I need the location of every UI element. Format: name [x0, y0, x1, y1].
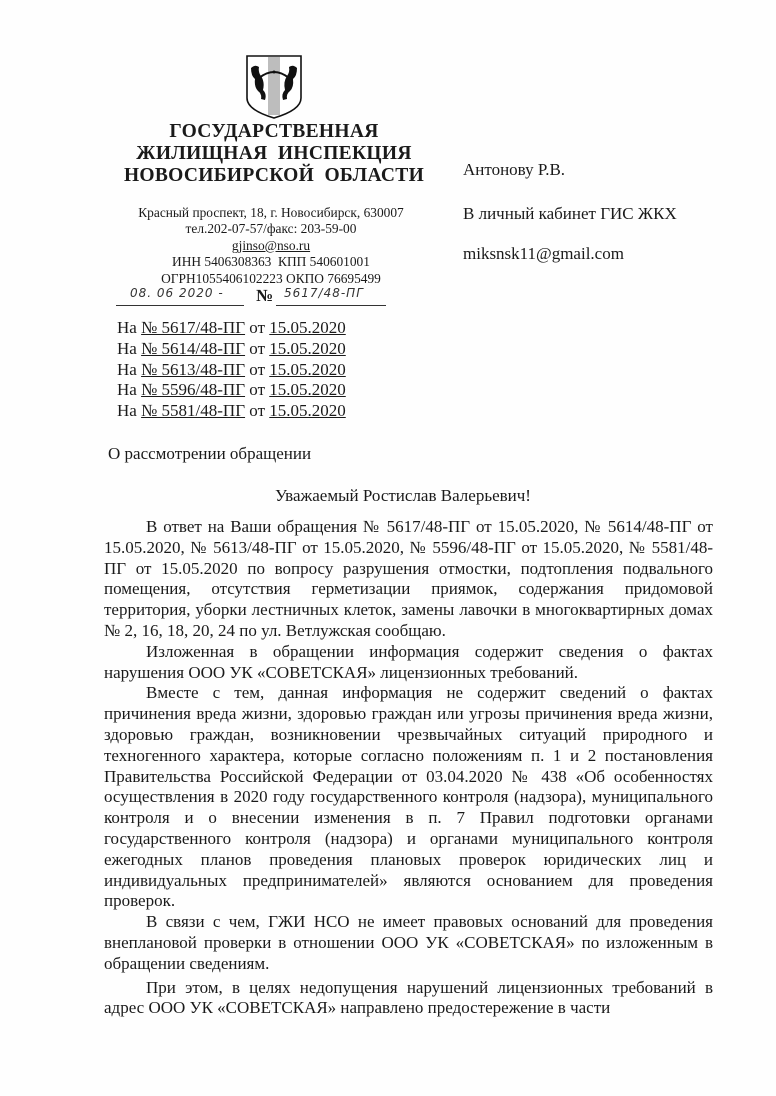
reference-date: 15.05.2020 [269, 338, 346, 358]
organization-email-link[interactable]: gjinso@nso.ru [231, 237, 311, 253]
reference-number: № 5596/48-ПГ [141, 380, 246, 400]
reference-item: На № 5614/48-ПГ от 15.05.2020 [117, 338, 346, 358]
reference-date: 15.05.2020 [269, 318, 346, 337]
reference-number: № 5581/48-ПГ [141, 401, 246, 421]
registration-number: 5617/48-ПГ [276, 286, 386, 306]
registration-date: 08. 06 2020 - [116, 286, 244, 306]
org-name-line-1: ГОСУДАРСТВЕННАЯ [169, 121, 379, 142]
ogrn-okpo: ОГРН1055406102223 ОКПО 76695499 [161, 270, 381, 286]
reference-date: 15.05.2020 [269, 380, 346, 400]
inn-kpp: ИНН 5406308363 КПП 540601001 [172, 254, 370, 270]
reference-item: На № 5617/48-ПГ от 15.05.2020 [117, 318, 346, 337]
org-name-line-3: НОВОСИБИРСКОЙ ОБЛАСТИ [123, 165, 425, 186]
body-paragraph: В ответ на Ваши обращения № 5617/48-ПГ от 15.05.2020, № 5614/48-ПГ от 15.05.2020, № 5613/48-ПГ от 15.05.2020, № 5596/48-ПГ от 15.05.2020, № 5581/48-ПГ от 15.05.2020 по вопросу разрушения отмостки, подтопления подвального помещения, отсутствия герметизации приямок, содержания придомовой территория, уборки лестничных клеток, замены лавочки в многоквартирных домах № 2, 16, 18, 20, 24 по ул. Ветлужская сообщаю. [104, 517, 713, 640]
body-paragraph: В связи с чем, ГЖИ НСО не имеет правовых оснований для проведения внеплановой проверки в отношении ООО УК «СОВЕТСКАЯ» по изложенным в обращении сведениям. [104, 912, 713, 973]
reference-date: 15.05.2020 [269, 359, 346, 379]
reference-item: На № 5596/48-ПГ от 15.05.2020 [117, 380, 346, 400]
recipient-email[interactable]: miksnsk11@gmail.com [463, 244, 624, 263]
reference-number: № 5614/48-ПГ [141, 338, 246, 358]
coat-of-arms-icon [241, 54, 307, 120]
organization-contacts [112, 205, 430, 287]
body-paragraph: При этом, в целях недопущения нарушений лицензионных требований в адрес ООО УК «СОВЕТСКАЯ» направлено предостережение в части [104, 977, 713, 1018]
greeting: Уважаемый Ростислав Валерьевич! [275, 486, 531, 505]
org-name-line-2: ЖИЛИЩНАЯ ИНСПЕКЦИЯ [136, 143, 412, 164]
letter-body [104, 517, 713, 1019]
organization-name [120, 121, 428, 187]
body-paragraph: Вместе с тем, данная информация не содержит сведений о фактах причинения вреда жизни, здоровью граждан или угрозы причинения вреда жизни, здоровью граждан, возникновении чрезвычайных ситуаций природного и техногенного характера, которые согласно положениям п. 1 и 2 постановления Правительства Российской Федерации от 03.04.2020 № 438 «Об особенностях осуществления в 2020 году государственного контроля (надзора), муниципального контроля и о внесении изменения в п. 7 Правил подготовки органами государственного контроля (надзора) и органами муниципального контроля ежегодных планов проведения плановых проверок юридических лиц и индивидуальных предпринимателей» являются основанием для проведения проверок. [104, 683, 713, 911]
body-paragraph: Изложенная в обращении информация содержит сведения о фактах нарушения ООО УК «СОВЕТСКАЯ» лицензионных требований. [104, 641, 713, 682]
recipient-name: Антонову Р.В. [463, 160, 566, 179]
reference-number: № 5613/48-ПГ [141, 359, 246, 379]
registration-line [114, 286, 404, 310]
recipient-channel: В личный кабинет ГИС ЖКХ [463, 204, 677, 223]
reference-number: № 5617/48-ПГ [141, 318, 246, 337]
reference-date: 15.05.2020 [269, 401, 346, 421]
reference-item: На № 5581/48-ПГ от 15.05.2020 [117, 401, 346, 421]
number-sign: № [256, 286, 274, 305]
reference-item: На № 5613/48-ПГ от 15.05.2020 [117, 359, 346, 379]
address: Красный проспект, 18, г. Новосибирск, 630007 [138, 205, 404, 220]
phone-fax: тел.202-07-57/факс: 203-59-00 [185, 221, 357, 237]
reference-list [117, 318, 346, 422]
letter-subject: О рассмотрении обращении [108, 444, 312, 463]
